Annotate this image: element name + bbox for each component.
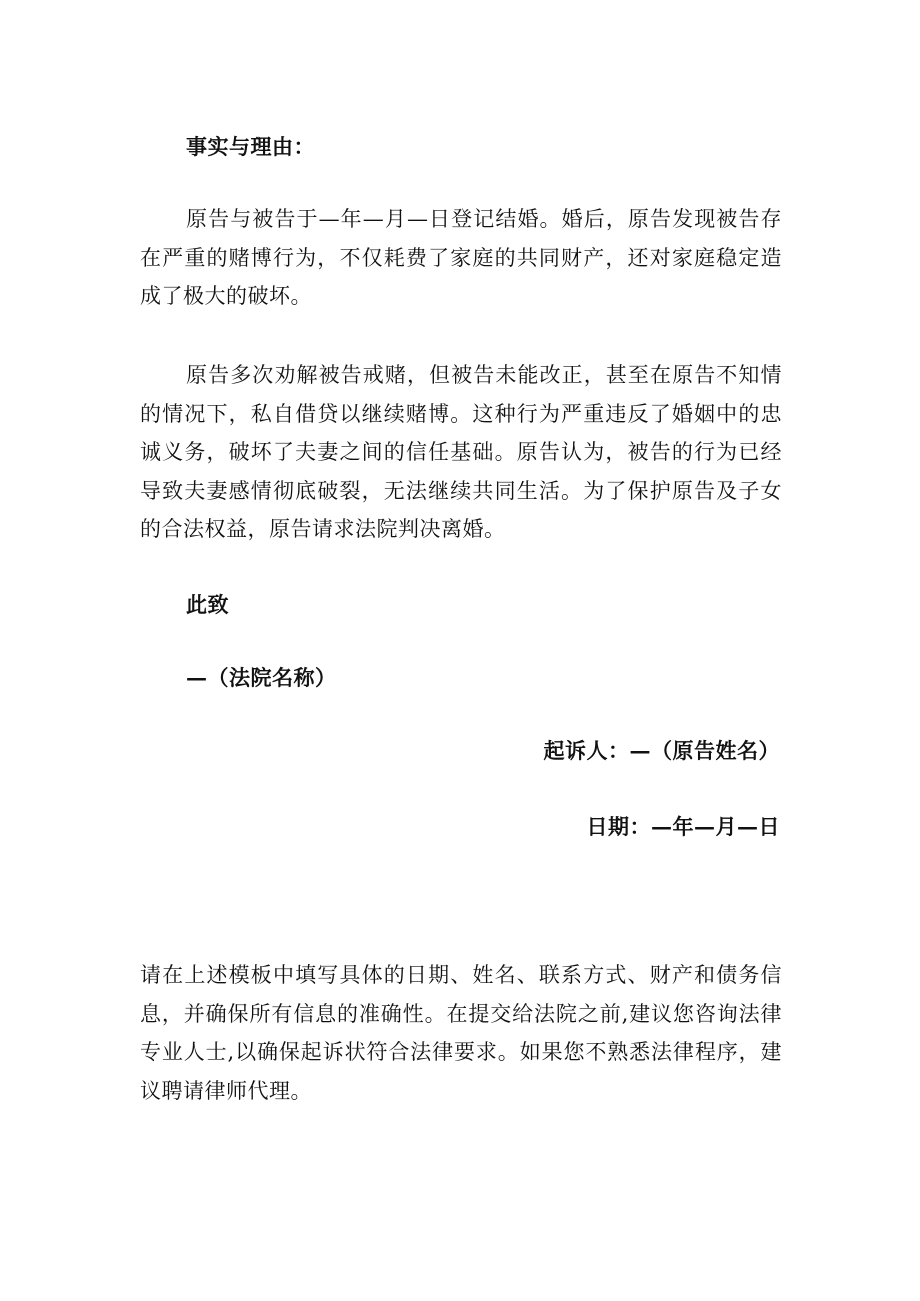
date-line: 日期：—年—月—日 <box>586 814 780 839</box>
facts-heading: 事实与理由： <box>186 134 315 159</box>
template-note: 请在上述模板中填写具体的日期、姓名、联系方式、财产和债务信息，并确保所有信息的准确性。在提交给法院之前,建议您咨询法律专业人士,以确保起诉状符合法律要求。如果您不熟悉法律程序，建议聘请律师代理。 <box>140 963 782 1103</box>
paragraph-gambling: 原告多次劝解被告戒赌，但被告未能改正，甚至在原告不知情的情况下，私自借贷以继续赌博。这种行为严重违反了婚姻中的忠诚义务，破坏了夫妻之间的信任基础。原告认为，被告的行为已经导致夫妻感情彻底破裂，无法继续共同生活。为了保护原告及子女的合法权益，原告请求法院判决离婚。 <box>140 363 782 541</box>
salutation: 此致 <box>186 592 229 617</box>
court-name: —（法院名称） <box>186 665 337 690</box>
paragraph-marriage: 原告与被告于—年—月—日登记结婚。婚后，原告发现被告存在严重的赌博行为，不仅耗费了家庭的共同财产，还对家庭稳定造成了极大的破坏。 <box>140 207 782 308</box>
plaintiff-signature: 起诉人：—（原告姓名） <box>543 738 780 763</box>
